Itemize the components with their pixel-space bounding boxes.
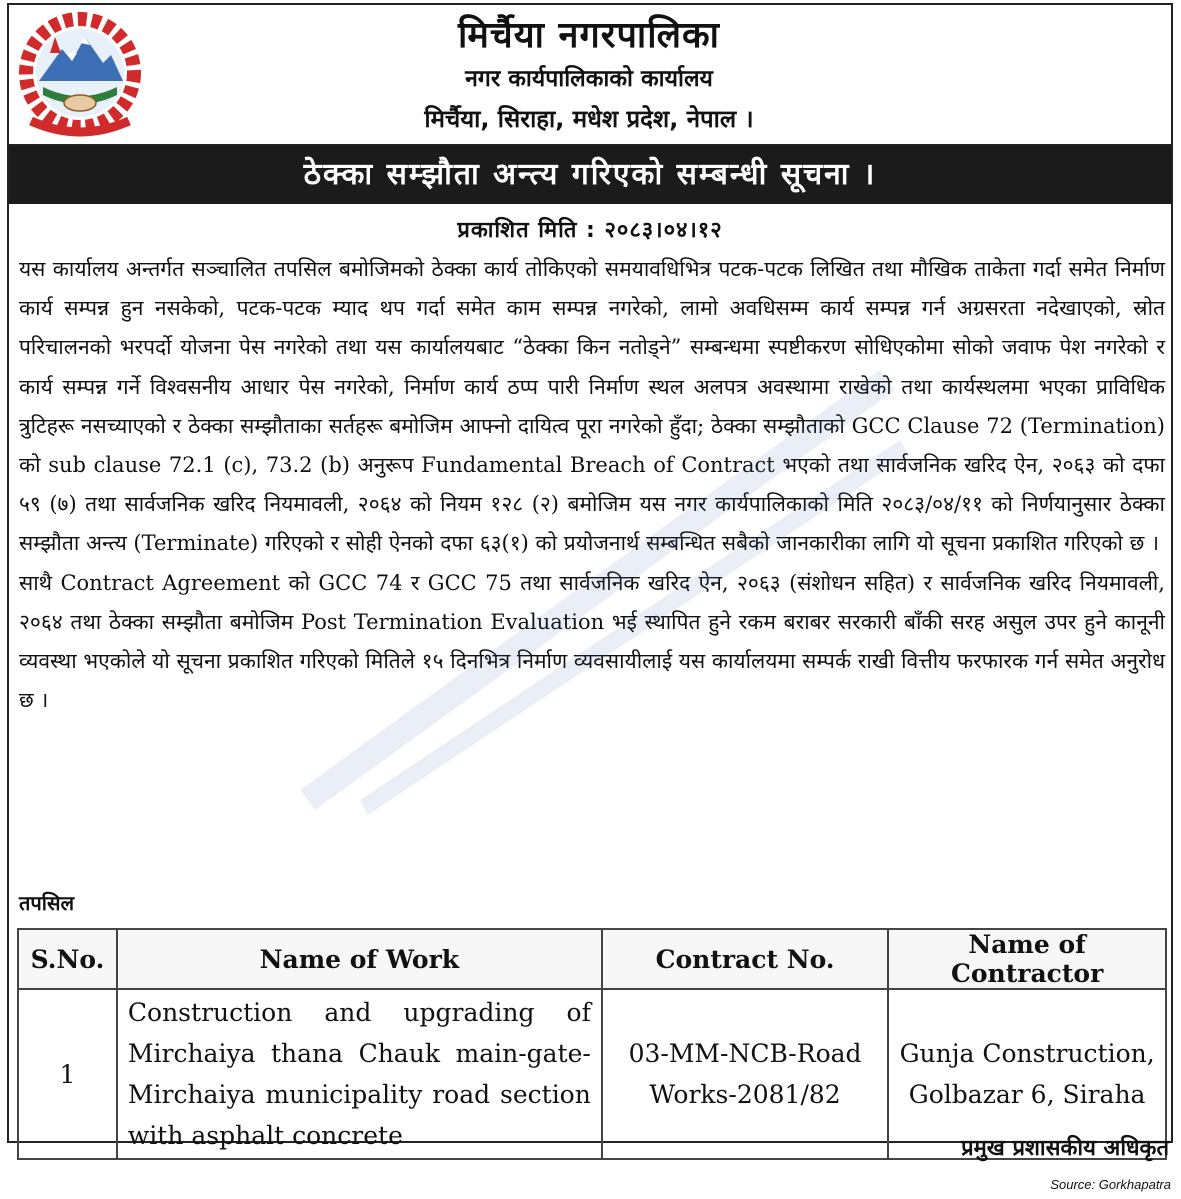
table-header-row <box>18 929 1166 989</box>
notice-title: ठेक्का सम्झौता अन्त्य गरिएको सम्बन्धी सूचना । <box>9 146 1171 204</box>
notice-body <box>19 250 1165 720</box>
office-address: मिर्चैया, सिराहा, मधेश प्रदेश, नेपाल । <box>424 105 754 133</box>
signatory-title: प्रमुख प्रशासकीय अधिकृत <box>961 1136 1169 1161</box>
schedule-table <box>17 928 1167 1160</box>
source-credit: Source: Gorkhapatra <box>1050 1177 1171 1192</box>
nepal-government-emblem-icon <box>17 9 143 141</box>
municipality-name: मिर्चैया नगरपालिका <box>458 15 720 56</box>
cell-sno: 1 <box>18 989 117 1159</box>
column-header-sno: S.No. <box>18 929 117 989</box>
published-date: प्रकाशित मिति : २०८३।०४।१२ <box>457 218 723 243</box>
column-header-work: Name of Work <box>117 929 602 989</box>
cell-work: Construction and upgrading of Mirchaiya thana Chauk main-gate-Mirchaiya municipality road section with asphalt concrete <box>117 989 602 1159</box>
body-paragraph-2: साथै Contract Agreement को GCC 74 र GCC 75 तथा सार्वजनिक खरिद ऐन, २०६३ (संशोधन सहित) र सार्वजनिक खरिद नियमावली, २०६४ तथा ठेक्का सम्झौता बमोजिम Post Termination Evaluation भई स्थापित हुने रकम बराबर सरकारी बाँकी सरह असुल उपर हुने कानूनी व्यवस्था भएकोले यो सूचना प्रकाशित गरिएको मितिले १५ दिनभित्र निर्माण व्यवसायीलाई यस कार्यालयमा सम्पर्क राखी वित्तीय फरफारक गर्न समेत अनुरोध छ । <box>19 570 1165 713</box>
column-header-contractor: Name of Contractor <box>888 929 1166 989</box>
cell-contractor: Gunja Construction, Golbazar 6, Siraha <box>888 989 1166 1159</box>
body-paragraph-1: यस कार्यालय अन्तर्गत सञ्चालित तपसिल बमोजिमको ठेक्का कार्य तोकिएको समयावधिभित्र पटक-पटक लिखित तथा मौखिक ताकेता गर्दा समेत निर्माण कार्य सम्पन्न हुन नसकेको, पटक-पटक म्याद थप गर्दा समेत काम सम्पन्न नगरेको, लामो अवधिसम्म कार्य सम्पन्न गर्न अग्रसरता नदेखाएको, स्रोत परिचालनको भरपर्दो योजना पेस नगरेको तथा यस कार्यालयबाट “ठेक्का किन नतोड्ने” सम्बन्धमा स्पष्टीकरण सोधिएकोमा सोको जवाफ पेश नगरेको र कार्य सम्पन्न गर्ने विश्वसनीय आधार पेस नगरेको, निर्माण कार्य ठप्प पारी निर्माण स्थल अलपत्र अवस्थामा राखेको तथा कार्यस्थलमा भएका प्राविधिक त्रुटिहरू नसच्याएको र ठेक्का सम्झौताका सर्तहरू बमोजिम आफ्नो दायित्व पूरा नगरेको हुँदा; ठेक्का सम्झौताको GCC Clause 72 (Termination) को sub clause 72.1 (c), 73.2 (b) अनुरूप Fundamental Breach of Contract भएको तथा सार्वजनिक खरिद ऐन, २०६३ को दफा ५९ (७) तथा सार्वजनिक खरिद नियमावली, २०६४ को नियम १२८ (२) बमोजिम यस नगर कार्यपालिकाको मिति २०८३/०४/११ को निर्णयानुसार ठेक्का सम्झौता अन्त्य (Terminate) गरिएको र सोही ऐनको दफा ६३(१) को प्रयोजनार्थ सम्बन्धित सबैको जानकारीका लागि यो सूचना प्रकाशित गरिएको छ । <box>19 257 1165 556</box>
notice-header <box>9 5 1171 146</box>
schedule-label: तपसिल <box>19 891 75 915</box>
office-name: नगर कार्यपालिकाको कार्यालय <box>465 66 713 92</box>
cell-contract-no: 03-MM-NCB-Road Works-2081/82 <box>602 989 888 1159</box>
column-header-contract-no: Contract No. <box>602 929 888 989</box>
